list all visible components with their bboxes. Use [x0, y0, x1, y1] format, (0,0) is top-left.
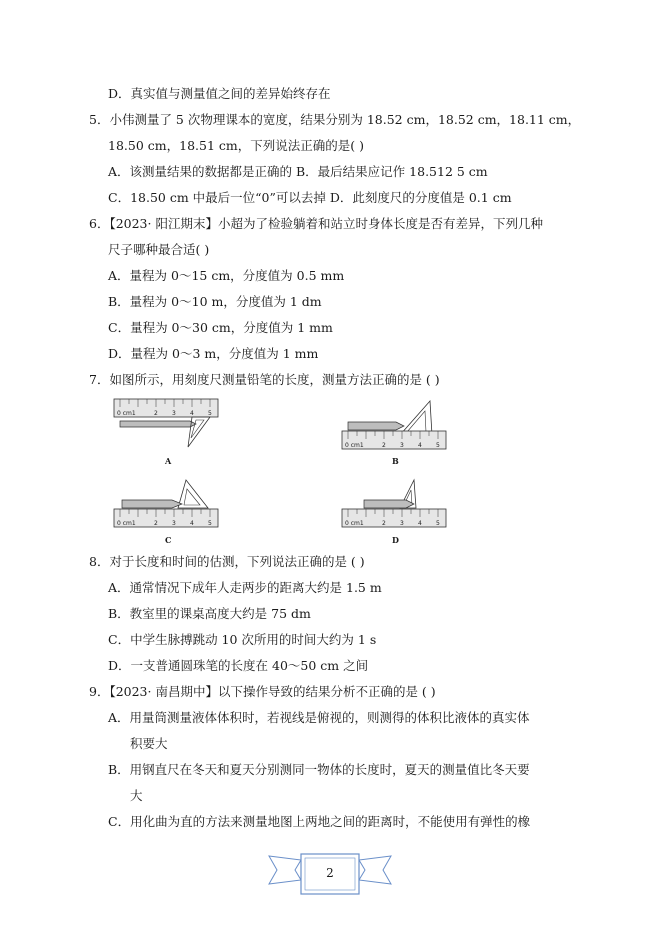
q9-option-b-line1: B．用钢直尺在冬天和夏天分别测同一物体的长度时，夏天的测量值比冬天要 [108, 762, 530, 777]
q6-option-c: C．量程为 0～30 cm，分度值为 1 mm [108, 320, 333, 335]
ruler-label: 0 cm1 [117, 410, 136, 417]
page-number: 2 [326, 866, 334, 880]
ruler-label: 0 cm1 [345, 520, 364, 527]
q8-stem: 8．对于长度和时间的估测，下列说法正确的是 ( ) [89, 554, 365, 569]
q6-stem-line2: 尺子哪种最合适( ) [108, 242, 210, 257]
q7-figure-a [112, 395, 224, 455]
ruler-label: 5 [208, 410, 212, 417]
ruler-label: 2 [154, 410, 158, 417]
q7-figure-a-label: A [165, 456, 172, 466]
q4-option-d: D．真实值与测量值之间的差异始终存在 [108, 86, 331, 101]
q8-option-a: A．通常情况下成年人走两步的距离大约是 1.5 m [108, 580, 382, 595]
triangle-ruler-icon [188, 417, 210, 447]
q8-option-c: C．中学生脉搏跳动 10 次所用的时间大约为 1 s [108, 632, 377, 647]
ruler-label: 5 [436, 520, 440, 527]
ruler-label: 3 [172, 520, 176, 527]
q5-options-ab: A．该测量结果的数据都是正确的 B．最后结果应记作 18.512 5 cm [108, 164, 488, 179]
q7-figure-b-label: B [392, 456, 399, 466]
triangle-ruler-icon [178, 480, 208, 508]
pencil-icon [120, 421, 196, 427]
q9-stem: 9．【2023· 南昌期中】以下操作导致的结果分析不正确的是 ( ) [89, 684, 436, 699]
ruler-label: 3 [172, 410, 176, 417]
ruler-label: 0 cm1 [345, 442, 364, 449]
q5-stem-line1: 5．小伟测量了 5 次物理课本的宽度，结果分别为 18.52 cm，18.52 cm，18.11 cm， [89, 112, 581, 127]
q7-figure-b [340, 395, 452, 455]
ruler-label: 4 [418, 442, 422, 449]
q7-figure-d [340, 476, 452, 536]
pencil-icon [348, 422, 404, 430]
q9-option-b-line2: 大 [130, 788, 143, 803]
ruler-label: 2 [382, 442, 386, 449]
pencil-icon [122, 500, 182, 508]
ruler-label: 4 [418, 520, 422, 527]
q9-option-a-line2: 积要大 [130, 736, 168, 751]
ruler-label: 4 [190, 410, 194, 417]
ruler-label: 0 cm1 [117, 520, 136, 527]
q7-figure-c-label: C [165, 535, 172, 545]
q8-option-d: D．一支普通圆珠笔的长度在 40～50 cm 之间 [108, 658, 369, 673]
pencil-icon [364, 500, 414, 508]
ruler-label: 3 [400, 442, 404, 449]
q6-option-d: D．量程为 0～3 m，分度值为 1 mm [108, 346, 319, 361]
ruler-label: 3 [400, 520, 404, 527]
ruler-label: 5 [436, 442, 440, 449]
triangle-ruler-icon [400, 401, 432, 435]
q5-stem-line2: 18.50 cm，18.51 cm，下列说法正确的是( ) [108, 138, 364, 153]
q7-stem: 7．如图所示，用刻度尺测量铅笔的长度，测量方法正确的是 ( ) [89, 372, 440, 387]
q6-option-b: B．量程为 0～10 m，分度值为 1 dm [108, 294, 322, 309]
q9-option-a-line1: A．用量筒测量液体体积时，若视线是俯视的，则测得的体积比液体的真实体 [108, 710, 530, 725]
ruler-label: 4 [190, 520, 194, 527]
ruler-label: 2 [382, 520, 386, 527]
ruler-label: 2 [154, 520, 158, 527]
q6-stem-line1: 6．【2023· 阳江期末】小超为了检验躺着和站立时身体长度是否有差异，下列几种 [89, 216, 543, 231]
q9-option-c-line1: C．用化曲为直的方法来测量地图上两地之间的距离时，不能使用有弹性的橡 [108, 814, 531, 829]
q5-options-cd: C．18.50 cm 中最后一位“0”可以去掉 D．此刻度尺的分度值是 0.1 cm [108, 190, 512, 205]
ruler-label: 5 [208, 520, 212, 527]
q7-figure-d-label: D [392, 535, 399, 545]
q6-option-a: A．量程为 0～15 cm，分度值为 0.5 mm [108, 268, 345, 283]
q7-figure-c [112, 476, 224, 536]
q8-option-b: B．教室里的课桌高度大约是 75 dm [108, 606, 311, 621]
